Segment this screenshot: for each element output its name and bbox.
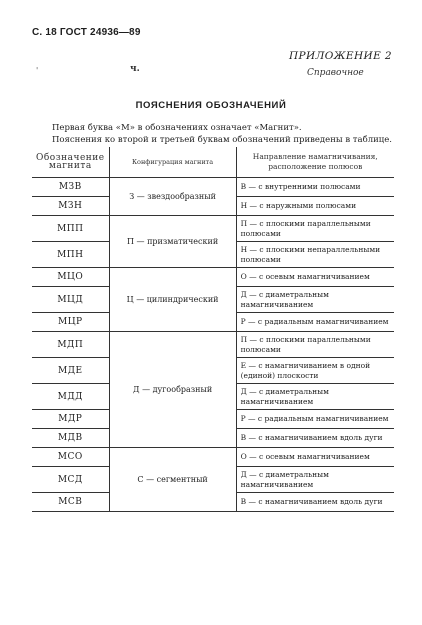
magnet-code: МЦР [32, 313, 109, 332]
intro-line-1: Первая буква «М» в обозначениях означает «Магнит». [52, 123, 302, 133]
table-row [32, 448, 394, 467]
magnet-configuration: З — звездообразный [109, 178, 236, 216]
magnetization-direction: Д — с диаметральным намагничиванием [236, 287, 394, 313]
magnet-configuration: Д — дугообразный [109, 332, 236, 448]
header-direction: Направление намагничивания, расположение полюсов [236, 147, 394, 178]
table-row [32, 268, 394, 287]
reference-label: Справочное [307, 68, 364, 78]
magnet-code: МЦО [32, 268, 109, 287]
magnetization-direction: В — с внутренними полюсами [236, 178, 394, 197]
page-header: С. 18 ГОСТ 24936—89 [32, 27, 141, 38]
header-designation: Обозначение магнита [32, 147, 109, 178]
magnet-code: МДП [32, 332, 109, 358]
magnetization-direction: В — с намагничиванием вдоль дуги [236, 493, 394, 512]
magnetization-direction: П — с плоскими параллельными полюсами [236, 332, 394, 358]
table-header-row [32, 147, 394, 178]
magnetization-direction: Р — с радиальным намагничиванием [236, 313, 394, 332]
section-title: ПОЯСНЕНИЯ ОБОЗНАЧЕНИЙ [135, 100, 287, 111]
magnet-code: МСВ [32, 493, 109, 512]
magnet-code: МЦД [32, 287, 109, 313]
designations-table [32, 147, 394, 512]
magnetization-direction: Н — с плоскими непараллельными полюсами [236, 242, 394, 268]
magnet-code: МСД [32, 467, 109, 493]
magnet-code: МДВ [32, 429, 109, 448]
appendix-label: ПРИЛОЖЕНИЕ 2 [288, 50, 392, 62]
magnetization-direction: Д — с диаметральным намагничиванием [236, 467, 394, 493]
magnet-code: МДЕ [32, 358, 109, 384]
stray-tick: ' [36, 66, 39, 75]
magnet-configuration: П — призматический [109, 216, 236, 268]
intro-line-2: Пояснения ко второй и третьей буквам обозначений приведены в таблице. [52, 135, 392, 145]
magnetization-direction: Е — с намагничиванием в одной (единой) плоскости [236, 358, 394, 384]
magnet-code: МДД [32, 384, 109, 410]
magnetization-direction: Р — с радиальным намагничиванием [236, 410, 394, 429]
magnetization-direction: П — с плоскими параллельными полюсами [236, 216, 394, 242]
magnet-code: МПН [32, 242, 109, 268]
magnetization-direction: О — с осевым намагничиванием [236, 448, 394, 467]
table-row [32, 332, 394, 358]
magnet-code: МДР [32, 410, 109, 429]
stray-mark: ч. [130, 64, 140, 74]
magnetization-direction: Н — с наружными полюсами [236, 197, 394, 216]
magnetization-direction: В — с намагничиванием вдоль дуги [236, 429, 394, 448]
magnetization-direction: Д — с диаметральным намагничиванием [236, 384, 394, 410]
magnet-configuration: С — сегментный [109, 448, 236, 512]
magnetization-direction: О — с осевым намагничиванием [236, 268, 394, 287]
magnet-code: МПП [32, 216, 109, 242]
magnet-code: МЗН [32, 197, 109, 216]
table-row [32, 178, 394, 197]
table-row [32, 216, 394, 242]
table-body [32, 178, 394, 512]
magnet-code: МЗВ [32, 178, 109, 197]
header-configuration: Конфигурация магнита [109, 147, 236, 178]
magnet-code: МСО [32, 448, 109, 467]
magnet-configuration: Ц — цилиндрический [109, 268, 236, 332]
